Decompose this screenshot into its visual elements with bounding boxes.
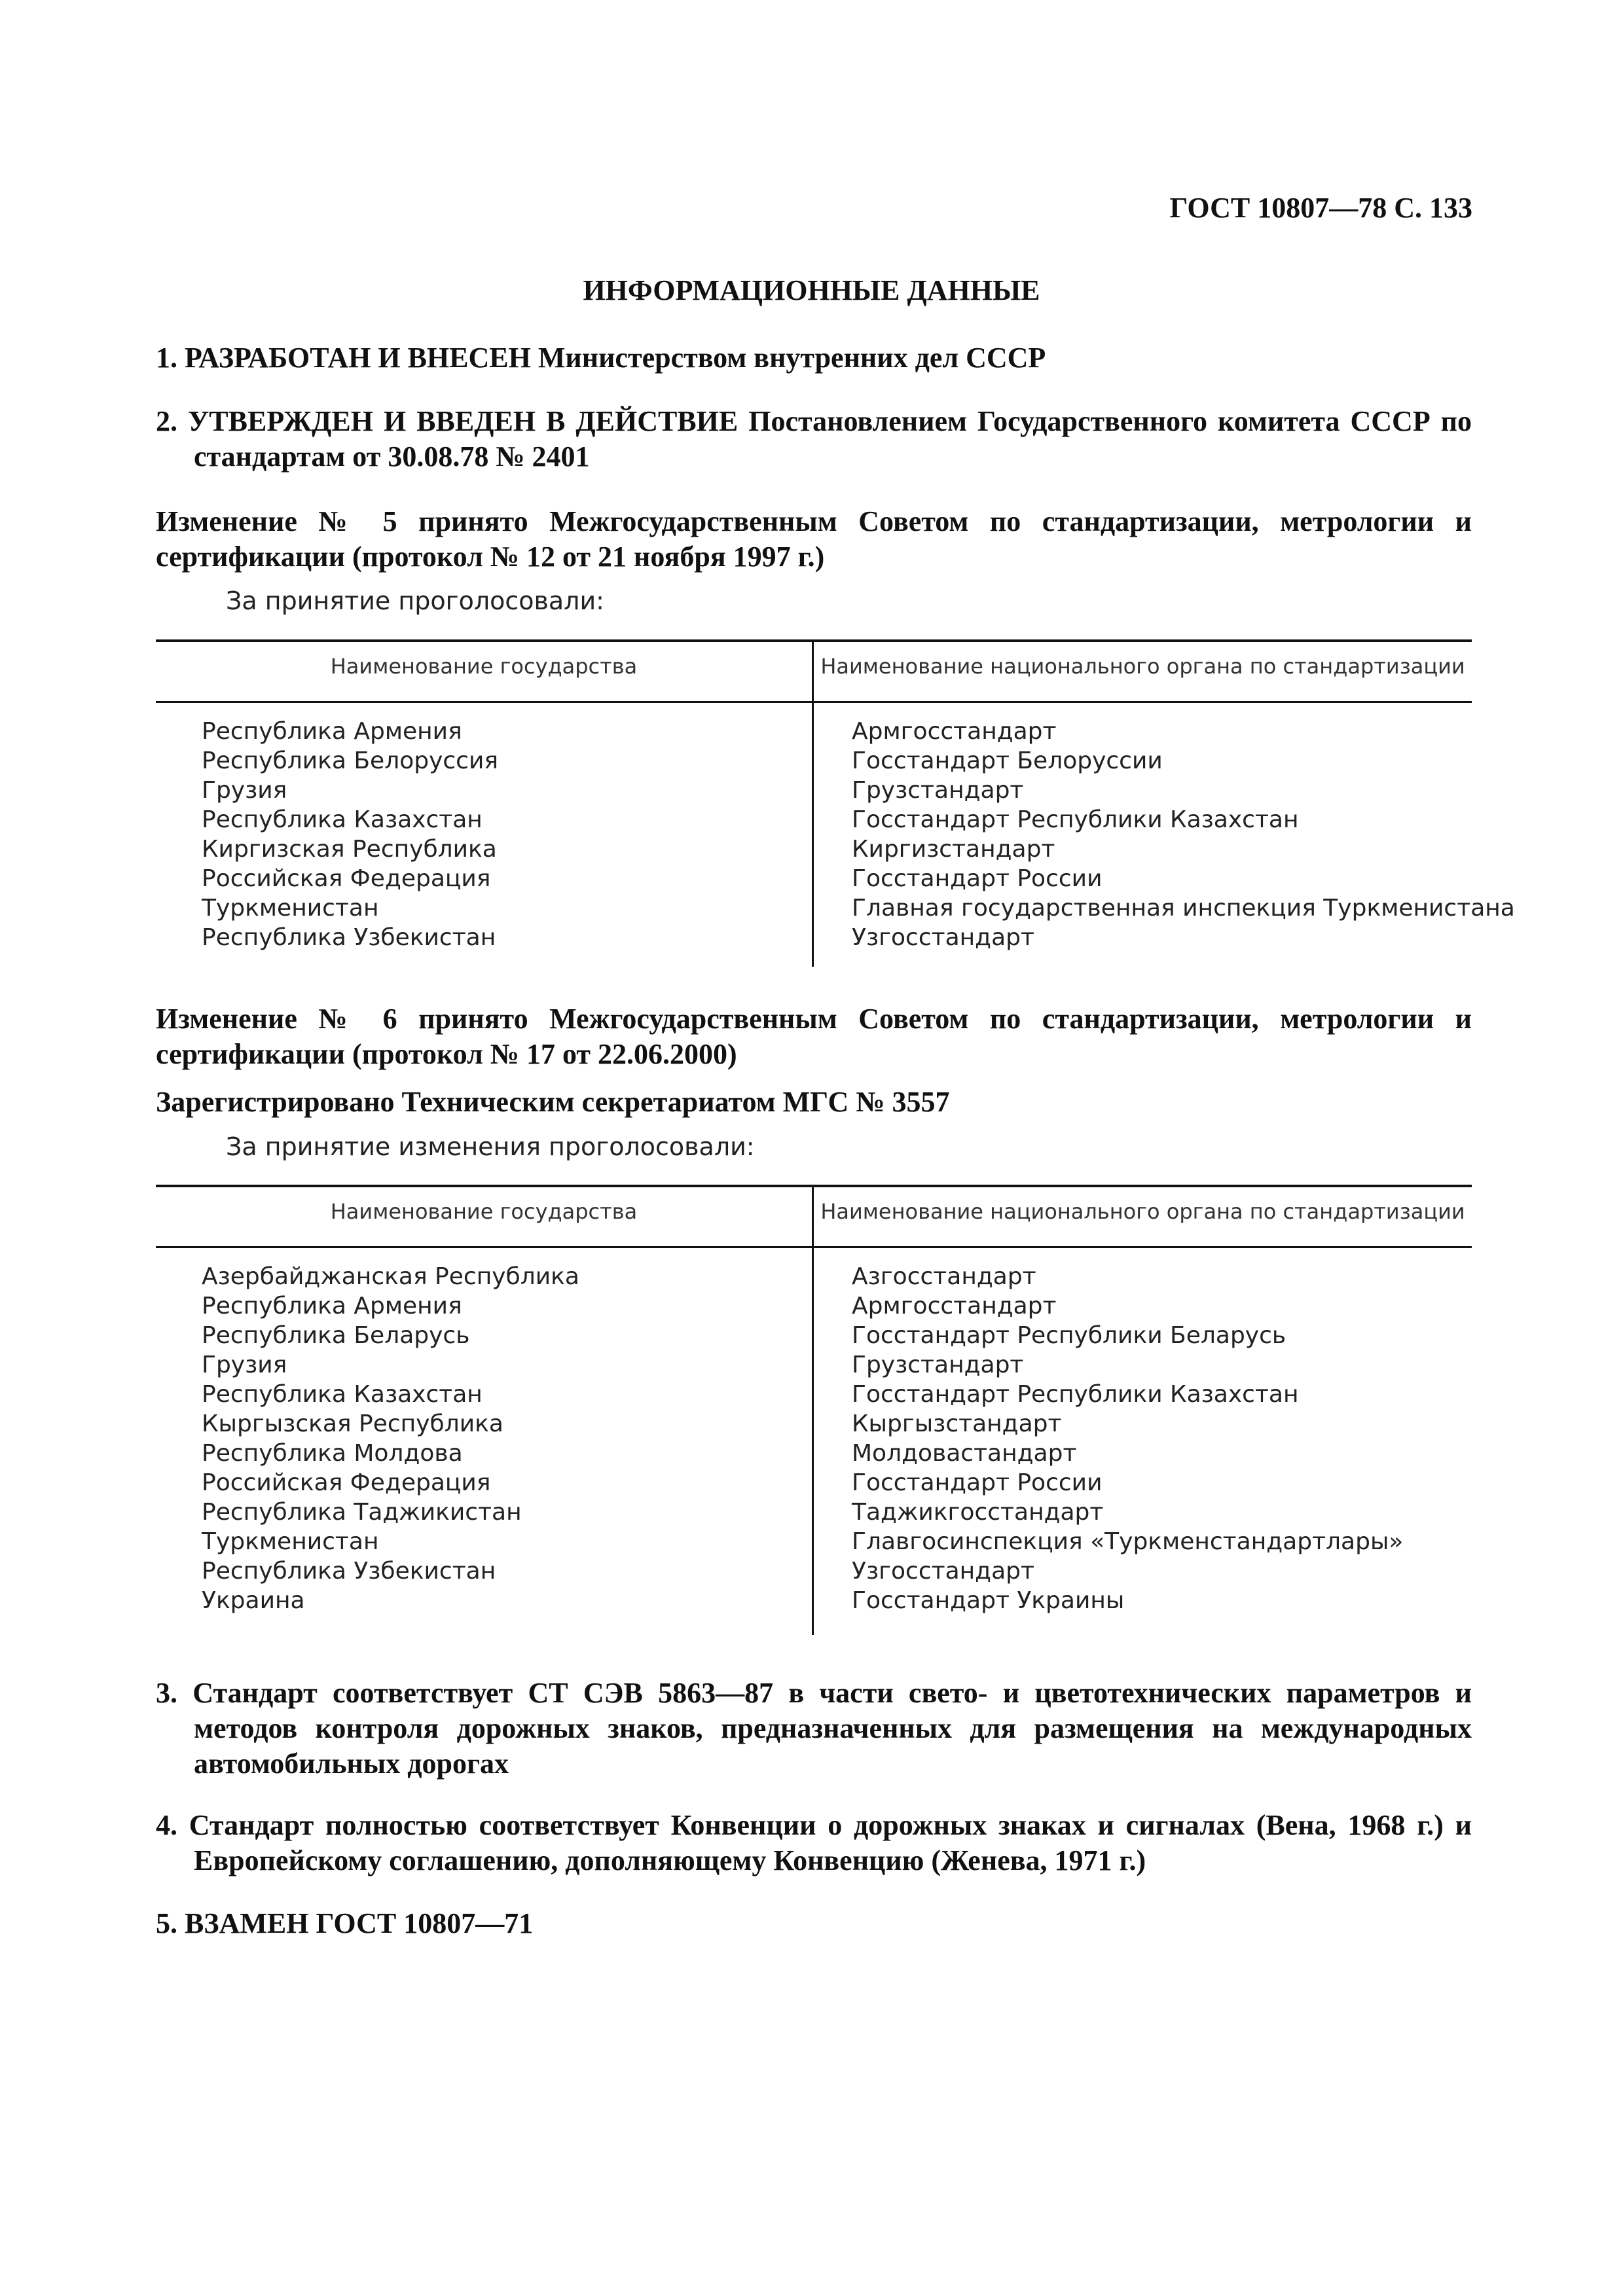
table-cell-state: Кыргызская Республика <box>202 1410 503 1437</box>
state-list <box>202 717 498 952</box>
section-title: ИНФОРМАЦИОННЫЕ ДАННЫЕ <box>583 274 1040 306</box>
change-6-vote-line: За принятие изменения проголосовали: <box>226 1132 755 1161</box>
table-cell-state: Республика Молдова <box>202 1440 463 1467</box>
body-list <box>852 717 1515 952</box>
table-cell-body: Главная государственная инспекция Туркменистана <box>852 895 1515 922</box>
item-4 <box>156 1808 1472 1878</box>
item-3 <box>156 1676 1472 1782</box>
table-cell-state: Республика Казахстан <box>202 806 483 833</box>
table-cell-state: Украина <box>202 1587 305 1614</box>
table-cell-body: Армгосстандарт <box>852 718 1057 745</box>
table-cell-body: Грузстандарт <box>852 777 1024 804</box>
item-4-number: 4. <box>156 1809 177 1841</box>
table-cell-state: Туркменистан <box>202 1528 379 1555</box>
table-cell-state: Российская Федерация <box>202 865 491 892</box>
item-1 <box>156 340 1472 376</box>
table-cell-state: Киргизская Республика <box>202 836 497 863</box>
table-cell-state: Грузия <box>202 1352 287 1378</box>
table-cell-state: Грузия <box>202 777 287 804</box>
table-top-rule <box>156 1185 1472 1187</box>
page-header-code: ГОСТ 10807—78 С. 133 <box>1169 192 1472 224</box>
table-cell-body: Киргизстандарт <box>852 836 1055 863</box>
table-cell-body: Госстандарт России <box>852 1469 1103 1496</box>
table-cell-body: Госстандарт Белоруссии <box>852 747 1163 774</box>
table-header-body: Наименование национального органа по стандартизации <box>820 654 1465 679</box>
table-top-rule <box>156 639 1472 642</box>
table-header-rule <box>156 1246 1472 1248</box>
change-5-text: Изменение № 5 принято Межгосударственным Советом по стандартизации, метрологии и сертификации (протокол № 12 от 21 ноября 1997 г.) <box>156 505 1472 573</box>
table-cell-body: Молдовастандарт <box>852 1440 1077 1467</box>
table-header-body: Наименование национального органа по стандартизации <box>820 1199 1465 1224</box>
table-cell-state: Республика Армения <box>202 1293 462 1319</box>
table-cell-state: Республика Беларусь <box>202 1322 470 1349</box>
table-cell-body: Госстандарт Республики Беларусь <box>852 1322 1286 1349</box>
change-6-registered: Зарегистрировано Техническим секретариатом МГС № 3557 <box>156 1086 950 1118</box>
item-2-lead: УТВЕРЖДЕН И ВВЕДЕН В ДЕЙСТВИЕ <box>187 405 739 437</box>
item-1-number: 1. <box>156 342 177 374</box>
item-1-text: Министерством внутренних дел СССР <box>538 342 1046 374</box>
table-cell-state: Туркменистан <box>202 895 379 922</box>
table-cell-body: Узгосстандарт <box>852 1558 1034 1585</box>
table-cell-body: Кыргызстандарт <box>852 1410 1062 1437</box>
table-cell-body: Армгосстандарт <box>852 1293 1057 1319</box>
table-cell-body: Госстандарт России <box>852 865 1103 892</box>
table-cell-state: Республика Узбекистан <box>202 1558 496 1585</box>
table-cell-body: Азгосстандарт <box>852 1263 1036 1290</box>
table-column-divider <box>812 639 814 967</box>
change-6-text: Изменение № 6 принято Межгосударственным Советом по стандартизации, метрологии и сертификации (протокол № 17 от 22.06.2000) <box>156 1003 1472 1070</box>
table-cell-state: Республика Узбекистан <box>202 924 496 951</box>
table-cell-body: Грузстандарт <box>852 1352 1024 1378</box>
item-3-number: 3. <box>156 1677 177 1709</box>
table-cell-body: Госстандарт Украины <box>852 1587 1125 1614</box>
table-cell-body: Узгосстандарт <box>852 924 1034 951</box>
table-header-rule <box>156 701 1472 703</box>
table-cell-body: Госстандарт Республики Казахстан <box>852 1381 1299 1408</box>
item-3-text: Стандарт соответствует СТ СЭВ 5863—87 в части свето- и цветотехнических параметров и методов контроля дорожных знаков, предназначенных для размещения на международных автомобильных дорогах <box>192 1677 1472 1780</box>
table-header-state: Наименование государства <box>330 654 638 679</box>
state-list <box>202 1262 579 1615</box>
item-1-lead: РАЗРАБОТАН И ВНЕСЕН <box>185 342 531 374</box>
item-4-text: Стандарт полностью соответствует Конвенции о дорожных знаках и сигналах (Вена, 1968 г.) и Европейскому соглашению, дополняющему Конвенцию (Женева, 1971 г.) <box>189 1809 1472 1876</box>
item-5-number: 5. <box>156 1907 177 1939</box>
item-2-number: 2. <box>156 405 177 437</box>
table-cell-state: Республика Армения <box>202 718 462 745</box>
body-list <box>852 1262 1403 1615</box>
item-2 <box>156 404 1472 475</box>
table-cell-body: Главгосинспекция «Туркменстандартлары» <box>852 1528 1404 1555</box>
table-cell-body: Таджикгосстандарт <box>852 1499 1104 1526</box>
table-cell-state: Республика Казахстан <box>202 1381 483 1408</box>
change-5-vote-line: За принятие проголосовали: <box>226 586 604 615</box>
change-6-table <box>156 1185 1472 1636</box>
table-cell-body: Госстандарт Республики Казахстан <box>852 806 1299 833</box>
table-header-state: Наименование государства <box>330 1199 638 1224</box>
item-2-text: Постановлением Государственного комитета СССР по стандартам от 30.08.78 № 2401 <box>194 405 1472 473</box>
change-5-table <box>156 639 1515 967</box>
item-5-text: ВЗАМЕН ГОСТ 10807—71 <box>185 1907 534 1939</box>
table-cell-state: Республика Белоруссия <box>202 747 499 774</box>
table-cell-state: Российская Федерация <box>202 1469 491 1496</box>
table-cell-state: Азербайджанская Республика <box>202 1263 579 1290</box>
table-cell-state: Республика Таджикистан <box>202 1499 522 1526</box>
table-column-divider <box>812 1185 814 1635</box>
item-5 <box>156 1906 1472 1941</box>
